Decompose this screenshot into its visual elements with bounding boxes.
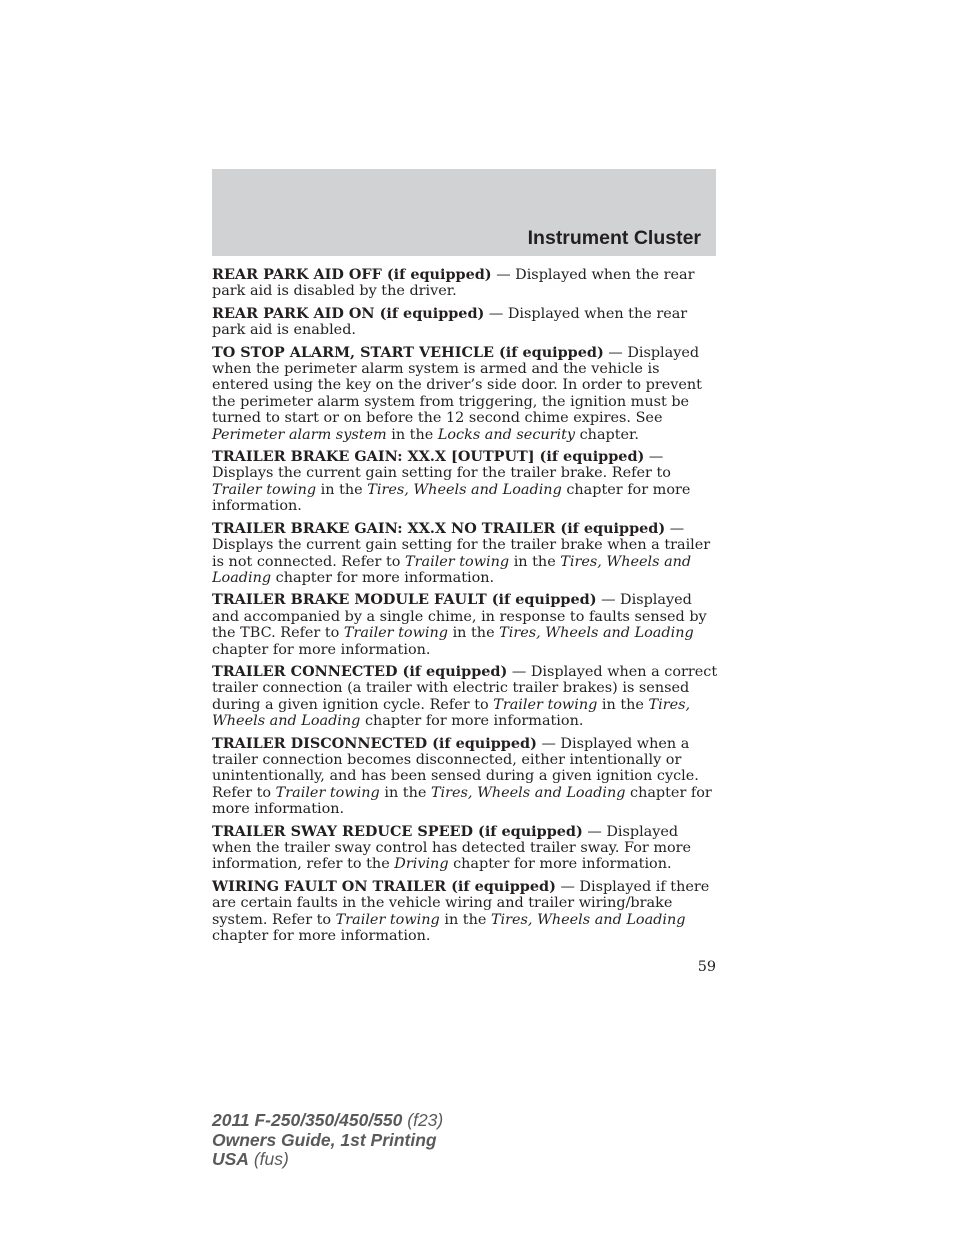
message-description: chapter. <box>575 426 639 443</box>
message-description: — Displayed when the trailer sway control has detected trailer sway. For more information, refer to the <box>212 823 692 873</box>
chapter-reference: Tires, Wheels and Loading <box>430 784 626 801</box>
chapter-reference: Tires, Wheels and Loading <box>212 553 692 586</box>
message-description: in the <box>316 481 368 498</box>
footer-guide: Owners Guide, 1st Printing <box>212 1129 437 1150</box>
message-entry <box>212 345 718 443</box>
message-term: REAR PARK AID ON (if equipped) <box>212 304 485 322</box>
message-term: TRAILER CONNECTED (if equipped) <box>212 662 508 680</box>
message-description: chapter for more information. <box>212 928 431 945</box>
message-description: chapter for more information. <box>360 713 584 730</box>
chapter-reference: Trailer towing <box>212 481 317 498</box>
chapter-reference: Locks and security <box>437 426 576 443</box>
chapter-reference: Tires, Wheels and Loading <box>490 911 686 928</box>
section-header-band <box>212 169 716 256</box>
message-description: — Displayed when the rear park aid is enabled. <box>212 305 688 339</box>
message-term: TO STOP ALARM, START VEHICLE (if equipped) <box>212 343 604 361</box>
message-description: — Displayed when the perimeter alarm system is armed and the vehicle is entered using the key on the driver’s side door. In order to prevent the perimeter alarm system from triggering, the ignition must be turned to start or on before the 12 second chime expires. See <box>212 344 702 427</box>
footer-model-code: (f23) <box>402 1110 444 1130</box>
message-description: chapter for more information. <box>212 481 691 515</box>
message-description: — Displayed when a correct trailer connection (a trailer with electric trailer brakes) is sensed during a given ignition cycle. Refer to <box>212 663 718 713</box>
chapter-reference: Perimeter alarm system <box>212 426 387 443</box>
chapter-reference: Trailer towing <box>405 553 510 570</box>
message-description: — Displayed when the rear park aid is disabled by the driver. <box>212 267 695 300</box>
page-number: 59 <box>697 959 716 975</box>
page-body <box>212 267 718 950</box>
message-description: — Displays the current gain setting for the trailer brake. Refer to <box>212 449 671 482</box>
message-description: chapter for more information. <box>212 641 431 658</box>
message-term: WIRING FAULT ON TRAILER (if equipped) <box>212 877 556 895</box>
footer-guide-line <box>212 1131 443 1151</box>
chapter-reference: Trailer towing <box>275 784 380 801</box>
message-entry <box>212 521 718 587</box>
message-description: — Displayed if there are certain faults in the vehicle wiring and trailer wiring/brake system. Refer to <box>212 878 710 928</box>
footer-model: 2011 F-250/350/450/550 <box>212 1110 403 1130</box>
message-term: TRAILER BRAKE GAIN: XX.X NO TRAILER (if equipped) <box>212 519 666 537</box>
message-description: in the <box>597 696 649 713</box>
message-description: in the <box>448 625 500 642</box>
message-entry <box>212 879 718 945</box>
message-description: chapter for more information. <box>212 784 712 818</box>
message-entry <box>212 664 718 730</box>
chapter-reference: Driving <box>394 856 449 873</box>
message-term: TRAILER DISCONNECTED (if equipped) <box>212 734 537 752</box>
message-description: — Displays the current gain setting for the trailer brake when a trailer is not connected. Refer to <box>212 520 711 570</box>
message-description: in the <box>439 911 491 928</box>
message-description: in the <box>386 426 438 443</box>
footer-model-line <box>212 1111 443 1131</box>
section-title: Instrument Cluster <box>527 227 701 249</box>
chapter-reference: Tires, Wheels and Loading <box>367 481 562 498</box>
chapter-reference: Trailer towing <box>335 911 440 928</box>
message-entry <box>212 824 718 873</box>
chapter-reference: Trailer towing <box>343 625 448 642</box>
message-entry <box>212 267 718 300</box>
chapter-reference: Tires, Wheels and Loading <box>499 625 694 642</box>
message-entry <box>212 306 718 339</box>
message-term: REAR PARK AID OFF (if equipped) <box>212 266 492 283</box>
message-description: chapter for more information. <box>271 569 495 586</box>
chapter-reference: Tires, Wheels and Loading <box>212 696 691 730</box>
footer-region-code: (fus) <box>248 1149 289 1169</box>
message-entry <box>212 449 718 515</box>
footer-region: USA <box>212 1149 249 1169</box>
message-description: chapter for more information. <box>448 856 672 873</box>
message-description: in the <box>509 553 561 570</box>
message-term: TRAILER BRAKE GAIN: XX.X [OUTPUT] (if equipped) <box>212 448 645 466</box>
message-description: — Displayed and accompanied by a single chime, in response to faults sensed by the TBC. Refer to <box>212 592 707 642</box>
message-term: TRAILER SWAY REDUCE SPEED (if equipped) <box>212 822 583 840</box>
message-entry <box>212 592 718 658</box>
message-term: TRAILER BRAKE MODULE FAULT (if equipped) <box>212 591 597 609</box>
message-description: — Displayed when a trailer connection becomes disconnected, either intentionally or unintentionally, and has been sensed during a given ignition cycle. Refer to <box>212 735 699 801</box>
document-footer <box>212 1111 443 1170</box>
footer-region-line <box>212 1150 443 1170</box>
message-description: in the <box>379 784 431 801</box>
chapter-reference: Trailer towing <box>493 696 598 713</box>
message-entry <box>212 736 718 818</box>
